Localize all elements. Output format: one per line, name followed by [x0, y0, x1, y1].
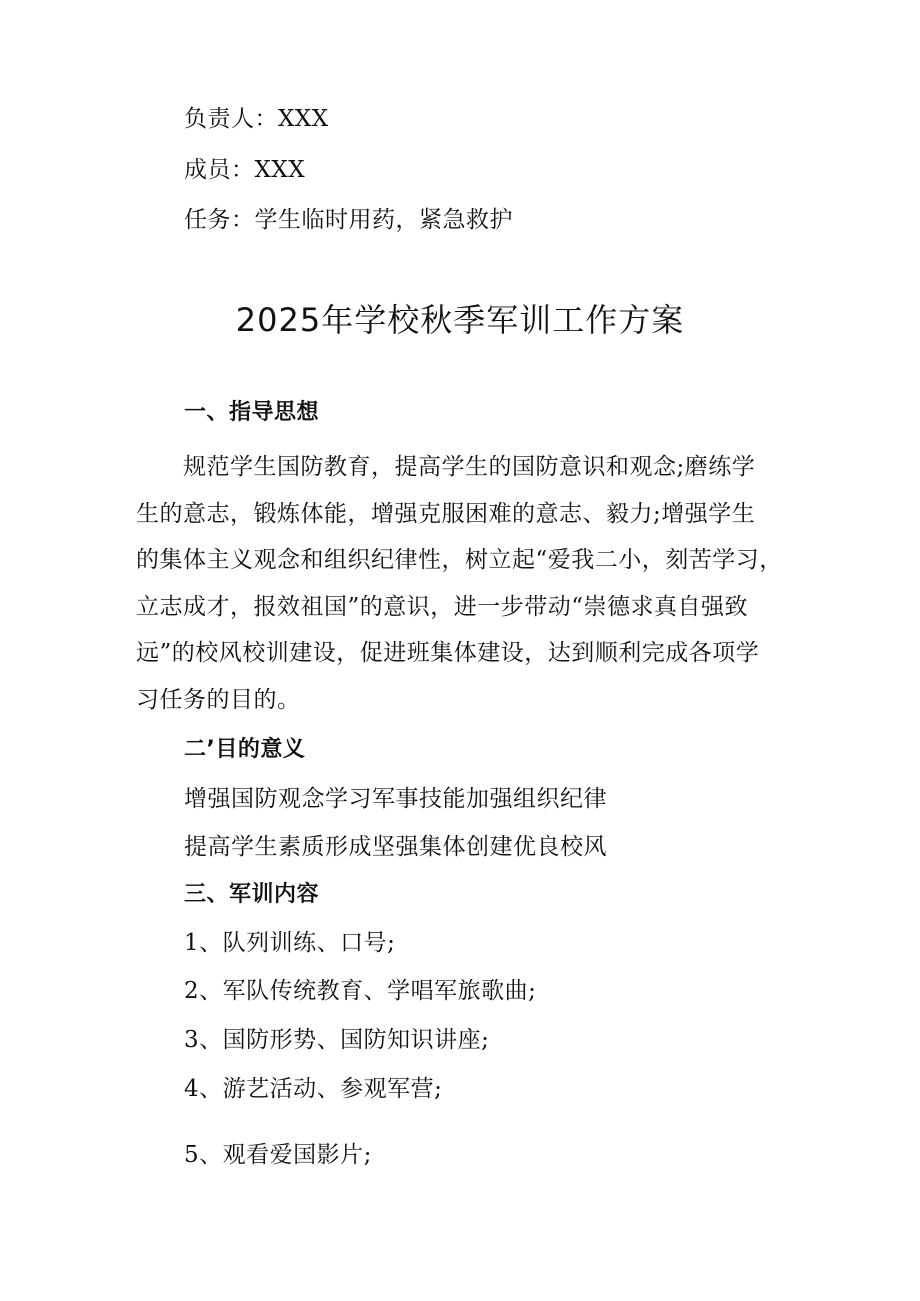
list-item: 2、军队传统教育、学唱军旅歌曲; [184, 978, 537, 1004]
list-item: 4、游艺活动、参观军营; [184, 1076, 443, 1102]
paragraph-line: 远”的校风校训建设，促进班集体建设，达到顺利完成各项学 [136, 640, 760, 666]
list-item: 5、观看爱国影片; [184, 1142, 372, 1168]
list-item: 提高学生素质形成坚强集体创建优良校风 [184, 834, 607, 860]
paragraph-line: 生的意志，锻炼体能，增强克服困难的意志、毅力;增强学生 [136, 500, 756, 527]
section-heading-purpose: 二’目的意义 [184, 737, 306, 762]
paragraph-line: 习任务的目的。 [136, 686, 301, 713]
header-line-members: 成员：XXX [184, 157, 306, 183]
paragraph-line: 立志成才，报效祖国”的意识，进一步带动“崇德求真自强致 [136, 593, 749, 620]
section-heading-training-content: 三、军训内容 [184, 882, 320, 907]
document-title: 2025年学校秋季军训工作方案 [235, 301, 685, 339]
section-paragraph-guiding-ideology [136, 444, 796, 723]
list-item: 1、队列训练、口号; [184, 930, 396, 956]
paragraph-line: 的集体主义观念和组织纪律性，树立起“爱我二小，刻苦学习， [136, 547, 783, 573]
section-heading-guiding-ideology: 一、指导思想 [184, 400, 320, 425]
list-item: 增强国防观念学习军事技能加强组织纪律 [184, 786, 607, 812]
header-line-task: 任务：学生临时用药，紧急救护 [184, 207, 513, 233]
list-item: 3、国防形势、国防知识讲座; [184, 1027, 490, 1053]
paragraph-line: 规范学生国防教育，提高学生的国防意识和观念;磨练学 [183, 454, 756, 480]
header-line-responsible: 负责人：XXX [184, 106, 329, 132]
